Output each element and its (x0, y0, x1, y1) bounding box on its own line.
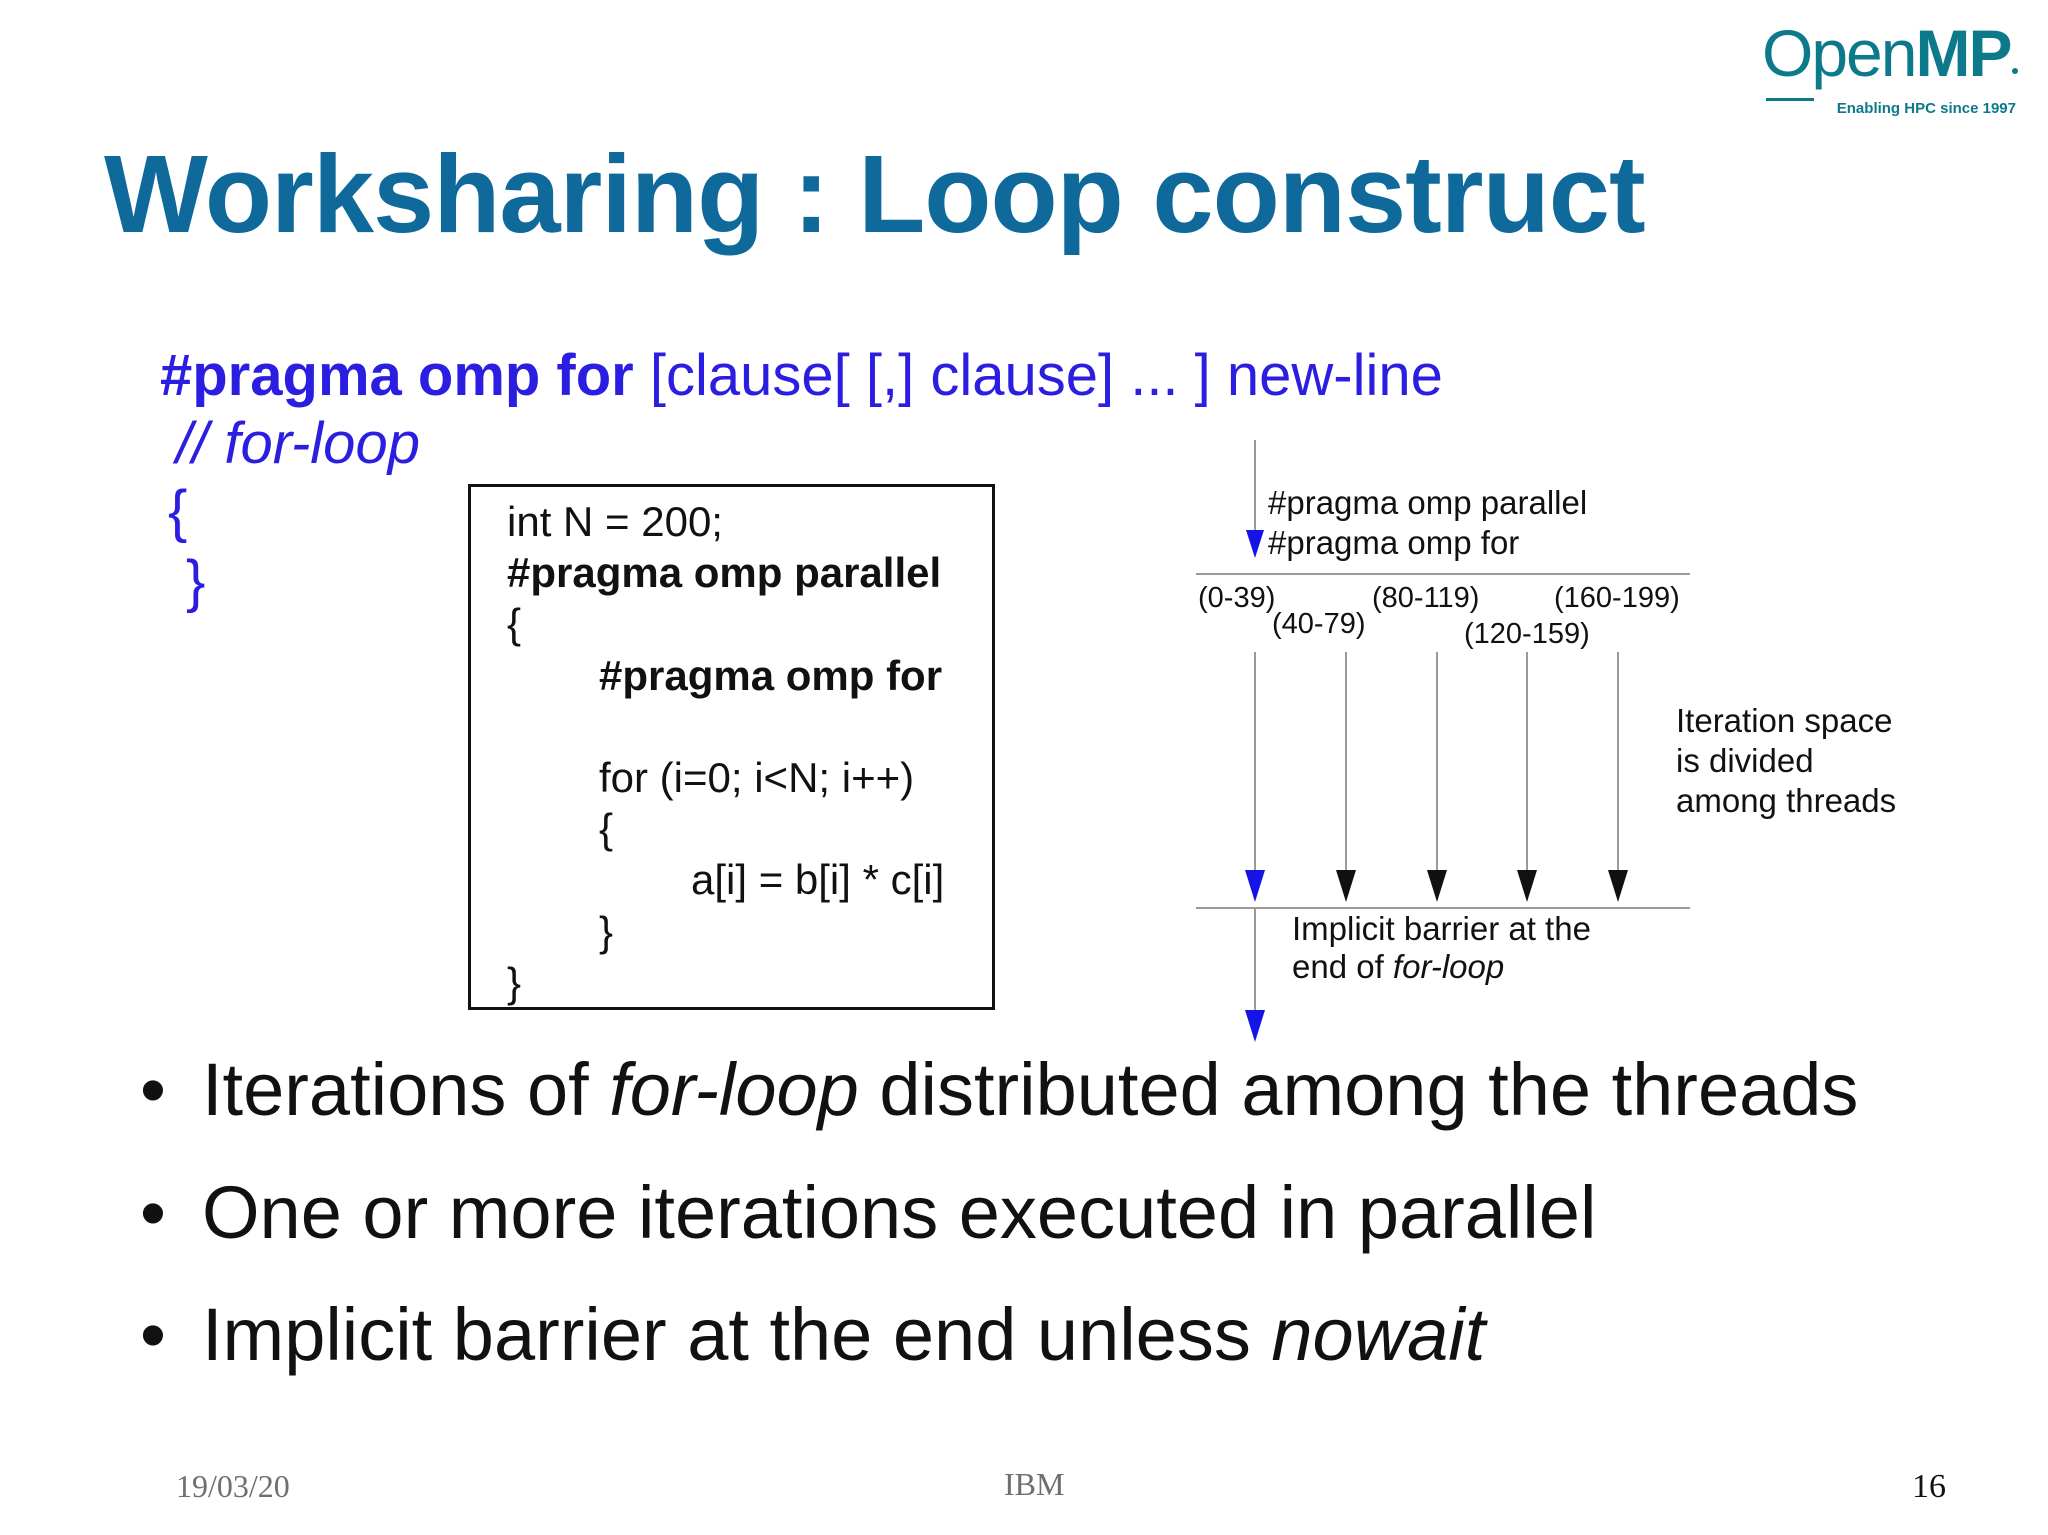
code-line: a[i] = b[i] * c[i] (691, 856, 945, 903)
code-line: } (599, 908, 614, 955)
iteration-range: (0-39) (1198, 582, 1276, 614)
code-line: int N = 200; (507, 498, 723, 545)
master-arrow-bottom-icon (1245, 1010, 1265, 1042)
iteration-range: (80-119) (1372, 582, 1480, 614)
syntax-clauses: [clause[ [,] clause] ... ] new-line (633, 343, 1443, 408)
syntax-comment: // for-loop (176, 411, 420, 476)
iteration-range: (160-199) (1554, 582, 1680, 614)
logo-underline (1766, 98, 1814, 101)
thread-arrow-2-icon (1427, 870, 1447, 902)
code-line: } (507, 959, 522, 1006)
logo-registered-mark (2012, 68, 2018, 74)
diagram-pragma-for: #pragma omp for (1268, 524, 1520, 561)
slide-number: 16 (1912, 1468, 1946, 1505)
fork-join-diagram (1180, 430, 1720, 1050)
diagram-pragma-parallel: #pragma omp parallel (1268, 484, 1588, 521)
syntax-directive (160, 342, 1443, 410)
iteration-note-line: among threads (1676, 782, 1897, 819)
footer-date: 19/03/20 (176, 1468, 290, 1504)
logo-tagline: Enabling HPC since 1997 (1836, 100, 2016, 117)
syntax-open-brace: { (168, 479, 188, 544)
bullet-item: • Iterations of for-loop distributed among the threads (140, 1048, 1859, 1131)
thread-arrow-3-icon (1517, 870, 1537, 902)
syntax-keyword: #pragma omp for (160, 343, 634, 408)
code-line: { (599, 805, 614, 852)
iteration-range: (120-159) (1464, 618, 1590, 650)
code-line: for (i=0; i<N; i++) (599, 754, 915, 801)
code-example-box (468, 484, 995, 1010)
footer-organization: IBM (1004, 1466, 1065, 1502)
barrier-note-line2: end of for-loop (1292, 948, 1505, 985)
syntax-close-brace: } (186, 549, 206, 614)
thread-arrow-0-icon (1245, 870, 1265, 902)
iteration-range: (40-79) (1272, 608, 1366, 640)
code-line: #pragma omp for (599, 652, 943, 699)
bullet-item: • Implicit barrier at the end unless nowait (140, 1293, 1486, 1376)
bullet-item: • One or more iterations executed in parallel (140, 1171, 1597, 1254)
barrier-note-line1: Implicit barrier at the (1292, 910, 1591, 947)
code-line: { (507, 600, 522, 647)
code-line: #pragma omp parallel (507, 549, 942, 596)
iteration-note-line: is divided (1676, 742, 1814, 779)
openmp-logo (1762, 16, 2024, 117)
slide-title: Worksharing : Loop construct (104, 133, 1645, 256)
master-arrow-top-icon (1246, 530, 1264, 558)
thread-arrow-1-icon (1336, 870, 1356, 902)
logo-wordmark: OpenMP (1762, 16, 2011, 90)
thread-arrow-4-icon (1608, 870, 1628, 902)
iteration-note-line: Iteration space (1676, 702, 1893, 739)
